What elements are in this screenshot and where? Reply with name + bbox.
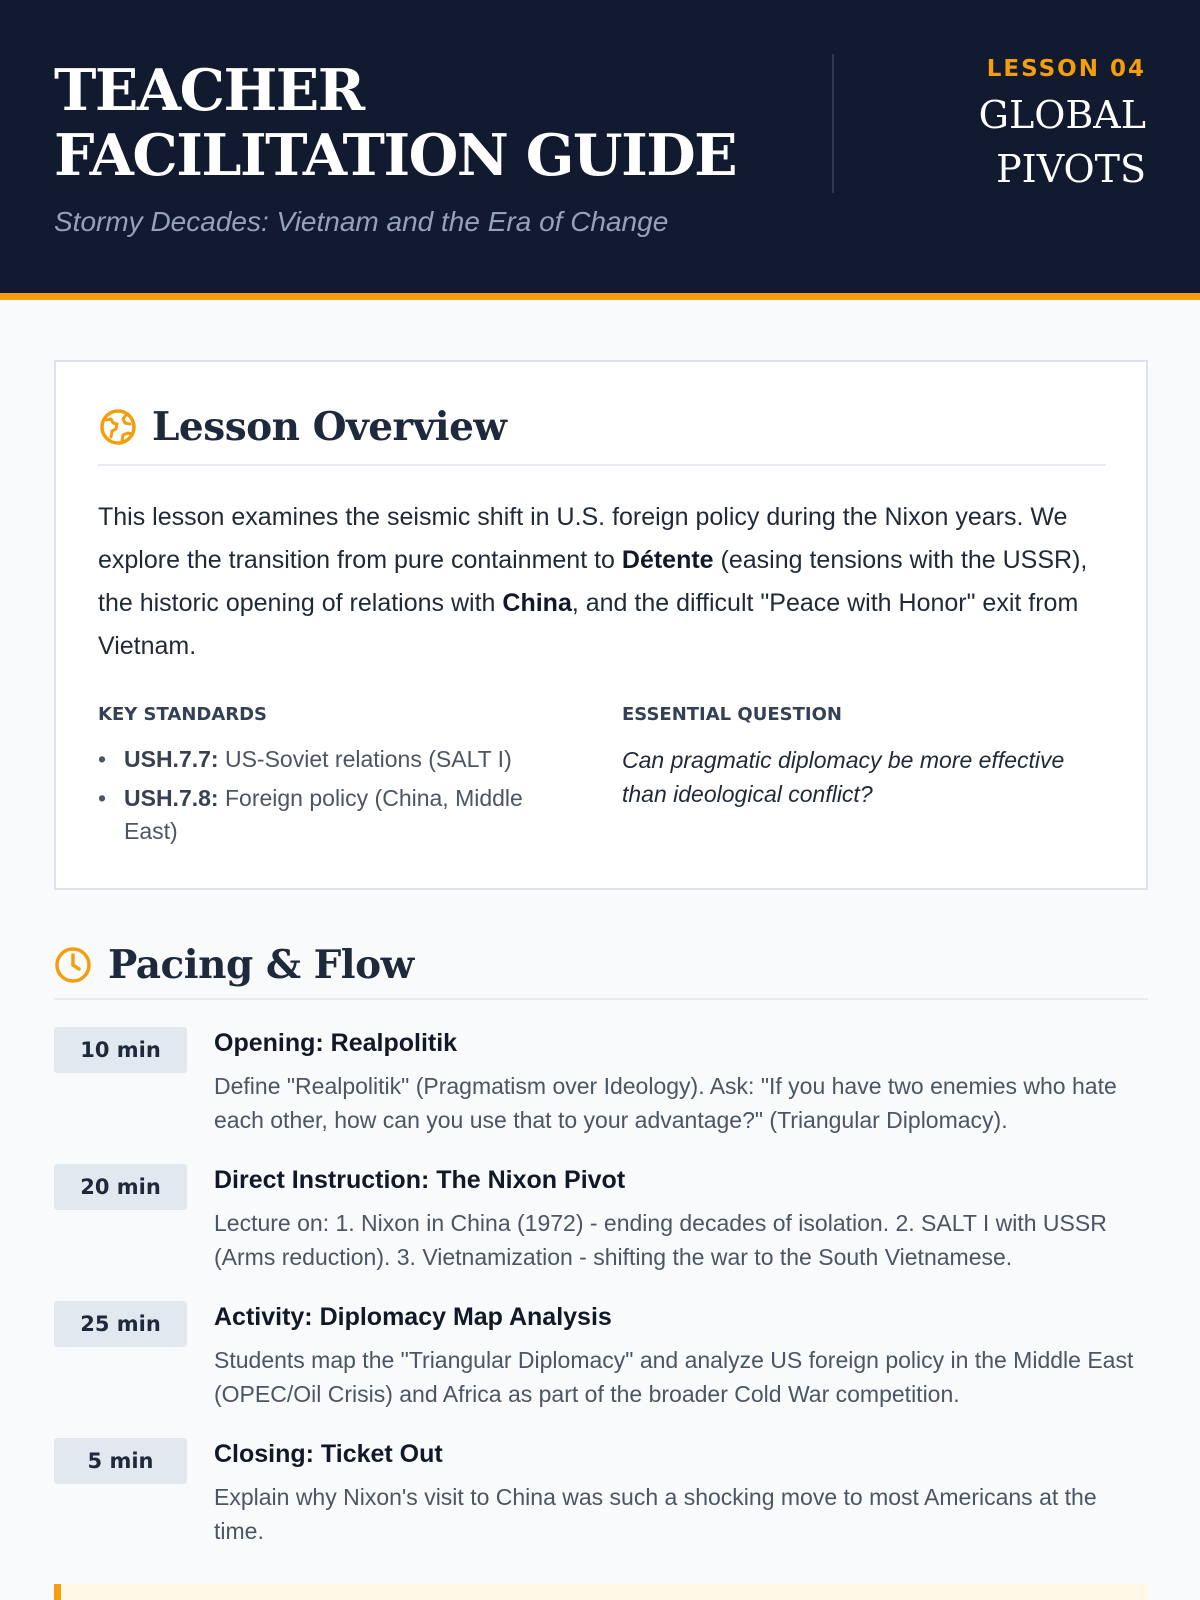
key-standards	[98, 704, 568, 854]
standard-item	[98, 743, 568, 776]
essential-question	[622, 704, 1102, 811]
clock-icon	[54, 945, 94, 985]
standard-item	[98, 782, 568, 848]
header-divider	[832, 54, 834, 193]
pacing-header	[54, 932, 1148, 1000]
detente-term: Détente	[621, 546, 714, 574]
pacing-item-title: Activity: Diplomacy Map Analysis	[214, 1303, 612, 1331]
page-subtitle: Stormy Decades: Vietnam and the Era of Change	[54, 206, 669, 237]
globe-icon	[98, 407, 138, 447]
question-text: Can pragmatic diplomacy be more effective than ideological conflict?	[622, 747, 1065, 807]
overview-text-part: , and the difficult "Peace with Honor" exit from Vietnam.	[98, 589, 1079, 660]
time-badge: 20 min	[54, 1164, 187, 1210]
pacing-item-description: Students map the "Triangular Diplomacy" and analyze US foreign policy in the Middle East (OPEC/Oil Crisis) and Africa as part of the broader Cold War competition.	[214, 1347, 1134, 1407]
time-badge: 5 min	[54, 1438, 187, 1484]
question-label: ESSENTIAL QUESTION	[622, 704, 842, 725]
standard-code: USH.7.7:	[124, 746, 219, 772]
overview-header	[98, 406, 1106, 466]
standards-list	[98, 743, 568, 848]
standard-code: USH.7.8:	[124, 785, 219, 811]
standard-text: Foreign policy (China, Middle East)	[124, 785, 523, 844]
page-title: TEACHER FACILITATION GUIDE	[54, 57, 737, 189]
pacing-item-title: Direct Instruction: The Nixon Pivot	[214, 1166, 626, 1194]
pacing-item-description: Explain why Nixon's visit to China was such a shocking move to most Americans at the time.	[214, 1484, 1097, 1544]
overview-paragraph	[98, 496, 1113, 668]
pacing-item-description: Define "Realpolitik" (Pragmatism over Ideology). Ask: "If you have two enemies who hate each other, how can you use that to your advantage?" (Triangular Diplomacy).	[214, 1073, 1117, 1133]
lesson-overview-card	[54, 360, 1148, 890]
overview-text-part: (easing tensions with the USSR), the historic opening of relations with	[98, 546, 1088, 617]
overview-text-part: This lesson examines the seismic shift in U.S. foreign policy during the Nixon years. We explore the transition from pure containment to	[98, 503, 1068, 574]
lesson-title: GLOBAL PIVOTS	[978, 93, 1146, 191]
time-badge: 10 min	[54, 1027, 187, 1073]
callout-box	[54, 1584, 1148, 1600]
standards-label: KEY STANDARDS	[98, 704, 268, 725]
pacing-item-description: Lecture on: 1. Nixon in China (1972) - ending decades of isolation. 2. SALT I with USSR (Arms reduction). 3. Vietnamization - shifting the war to the South Vietnamese.	[214, 1210, 1107, 1270]
lesson-number: LESSON 04	[986, 56, 1146, 82]
china-term: China	[502, 589, 572, 617]
pacing-heading: Pacing & Flow	[108, 942, 414, 988]
pacing-item-title: Opening: Realpolitik	[214, 1029, 458, 1057]
overview-heading: Lesson Overview	[152, 404, 507, 450]
pacing-item-title: Closing: Ticket Out	[214, 1440, 443, 1468]
page-header	[0, 0, 1200, 300]
time-badge: 25 min	[54, 1301, 187, 1347]
standard-text: US-Soviet relations (SALT I)	[218, 746, 512, 772]
